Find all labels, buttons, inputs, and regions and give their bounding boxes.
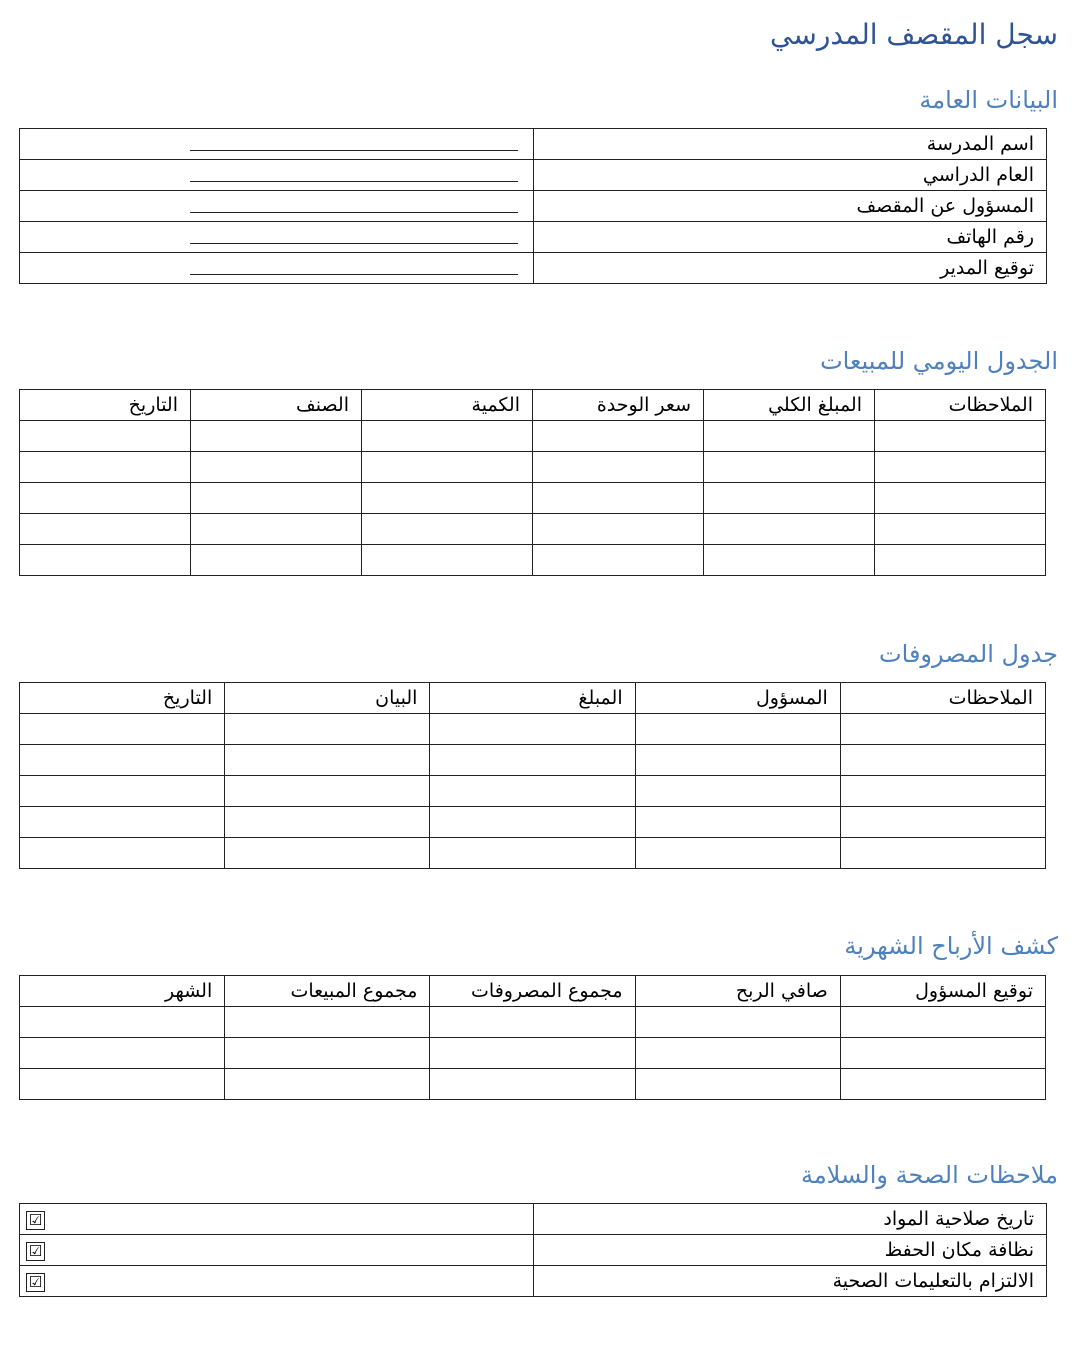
column-header: سعر الوحدة [533,390,704,421]
checkbox-checked-icon[interactable]: ☑ [26,1211,45,1230]
column-header: مجموع المبيعات [225,976,430,1007]
cell[interactable] [430,838,635,869]
cell[interactable] [875,483,1046,514]
cell[interactable] [430,1038,635,1069]
checkbox-cell [20,1204,534,1235]
table-row [20,714,1046,745]
cell[interactable] [635,1038,840,1069]
cell[interactable] [704,483,875,514]
cell[interactable] [840,745,1045,776]
cell[interactable] [430,807,635,838]
column-header: صافي الربح [635,976,840,1007]
cell[interactable] [533,545,704,576]
cell[interactable] [20,452,191,483]
cell[interactable] [430,1007,635,1038]
cell[interactable] [225,776,430,807]
cell[interactable] [704,452,875,483]
cell[interactable] [20,1007,225,1038]
cell[interactable] [635,714,840,745]
checklist-label: نظافة مكان الحفظ [534,1235,1047,1266]
column-header: الشهر [20,976,225,1007]
cell[interactable] [225,838,430,869]
table-row [20,253,1047,284]
cell[interactable] [191,483,362,514]
column-header: التاريخ [20,683,225,714]
health-heading: ملاحظات الصحة والسلامة [800,1161,1058,1189]
cell[interactable] [840,1007,1045,1038]
health-checklist-table [19,1203,1047,1297]
column-header: البيان [225,683,430,714]
cell[interactable] [191,452,362,483]
cell[interactable] [533,452,704,483]
cell[interactable] [225,1038,430,1069]
cell[interactable] [225,807,430,838]
cell[interactable] [20,714,225,745]
cell[interactable] [362,452,533,483]
cell[interactable] [635,838,840,869]
cell[interactable] [191,514,362,545]
cell[interactable] [430,745,635,776]
cell[interactable] [20,1038,225,1069]
column-header: مجموع المصروفات [430,976,635,1007]
cell[interactable] [20,1069,225,1100]
table-row [20,1204,1047,1235]
cell[interactable] [875,421,1046,452]
checkbox-cell [20,1266,534,1297]
cell[interactable] [704,545,875,576]
cell[interactable] [430,776,635,807]
general-heading: البيانات العامة [919,86,1058,114]
checklist-label: تاريخ صلاحية المواد [534,1204,1047,1235]
cell[interactable] [191,421,362,452]
cell[interactable] [362,545,533,576]
table-row [20,514,1046,545]
cell[interactable] [533,421,704,452]
column-header: المبلغ [430,683,635,714]
table-row [20,838,1046,869]
general-info-table [19,128,1047,284]
cell[interactable] [840,1038,1045,1069]
cell[interactable] [362,421,533,452]
cell[interactable] [840,807,1045,838]
table-row [20,1069,1046,1100]
column-header: الصنف [191,390,362,421]
cell[interactable] [20,483,191,514]
table-row [20,745,1046,776]
cell[interactable] [840,1069,1045,1100]
checkbox-checked-icon[interactable]: ☑ [26,1273,45,1292]
cell[interactable] [362,483,533,514]
cell[interactable] [20,807,225,838]
field-label: توقيع المدير [534,253,1047,284]
column-header: الكمية [362,390,533,421]
cell[interactable] [20,421,191,452]
table-row [20,1266,1047,1297]
cell[interactable] [840,714,1045,745]
cell[interactable] [635,745,840,776]
principal-signature-blank[interactable] [20,253,534,284]
header-row [20,683,1046,714]
table-row [20,807,1046,838]
cell[interactable] [191,545,362,576]
document-title: سجل المقصف المدرسي [770,18,1058,51]
table-row [20,452,1046,483]
column-header: التاريخ [20,390,191,421]
daily-sales-table [19,389,1046,576]
checklist-label: الالتزام بالتعليمات الصحية [534,1266,1047,1297]
expenses-heading: جدول المصروفات [879,640,1058,668]
cell[interactable] [704,514,875,545]
table-row [20,1235,1047,1266]
column-header: الملاحظات [840,683,1045,714]
cell[interactable] [635,1069,840,1100]
header-row [20,976,1046,1007]
column-header: المسؤول [635,683,840,714]
table-row [20,1007,1046,1038]
cell[interactable] [635,807,840,838]
cell[interactable] [20,838,225,869]
cell[interactable] [20,745,225,776]
table-row [20,222,1047,253]
cell[interactable] [225,745,430,776]
cell[interactable] [20,545,191,576]
cell[interactable] [20,514,191,545]
cell[interactable] [704,421,875,452]
phone-number-blank[interactable] [20,222,534,253]
cell[interactable] [430,1069,635,1100]
cell[interactable] [20,776,225,807]
cell[interactable] [840,838,1045,869]
table-row [20,129,1047,160]
table-row [20,421,1046,452]
field-label: اسم المدرسة [534,129,1047,160]
checkbox-cell [20,1235,534,1266]
table-row [20,483,1046,514]
field-label: رقم الهاتف [534,222,1047,253]
academic-year-blank[interactable] [20,160,534,191]
cell[interactable] [635,776,840,807]
cell[interactable] [533,483,704,514]
checkbox-checked-icon[interactable]: ☑ [26,1242,45,1261]
canteen-manager-blank[interactable] [20,191,534,222]
table-row [20,1038,1046,1069]
column-header: المبلغ الكلي [704,390,875,421]
column-header: توقيع المسؤول [840,976,1045,1007]
cell[interactable] [875,452,1046,483]
monthly-profit-table [19,975,1046,1100]
field-label: المسؤول عن المقصف [534,191,1047,222]
cell[interactable] [430,714,635,745]
field-label: العام الدراسي [534,160,1047,191]
cell[interactable] [225,1007,430,1038]
table-row [20,160,1047,191]
cell[interactable] [362,514,533,545]
monthly-profit-heading: كشف الأرباح الشهرية [844,932,1058,960]
table-row [20,545,1046,576]
cell[interactable] [225,1069,430,1100]
cell[interactable] [840,776,1045,807]
table-row [20,191,1047,222]
school-name-blank[interactable] [20,129,534,160]
column-header: الملاحظات [875,390,1046,421]
cell[interactable] [225,714,430,745]
daily-sales-heading: الجدول اليومي للمبيعات [820,347,1058,375]
cell[interactable] [533,514,704,545]
expenses-table [19,682,1046,869]
cell[interactable] [875,545,1046,576]
table-row [20,776,1046,807]
cell[interactable] [635,1007,840,1038]
cell[interactable] [875,514,1046,545]
header-row [20,390,1046,421]
